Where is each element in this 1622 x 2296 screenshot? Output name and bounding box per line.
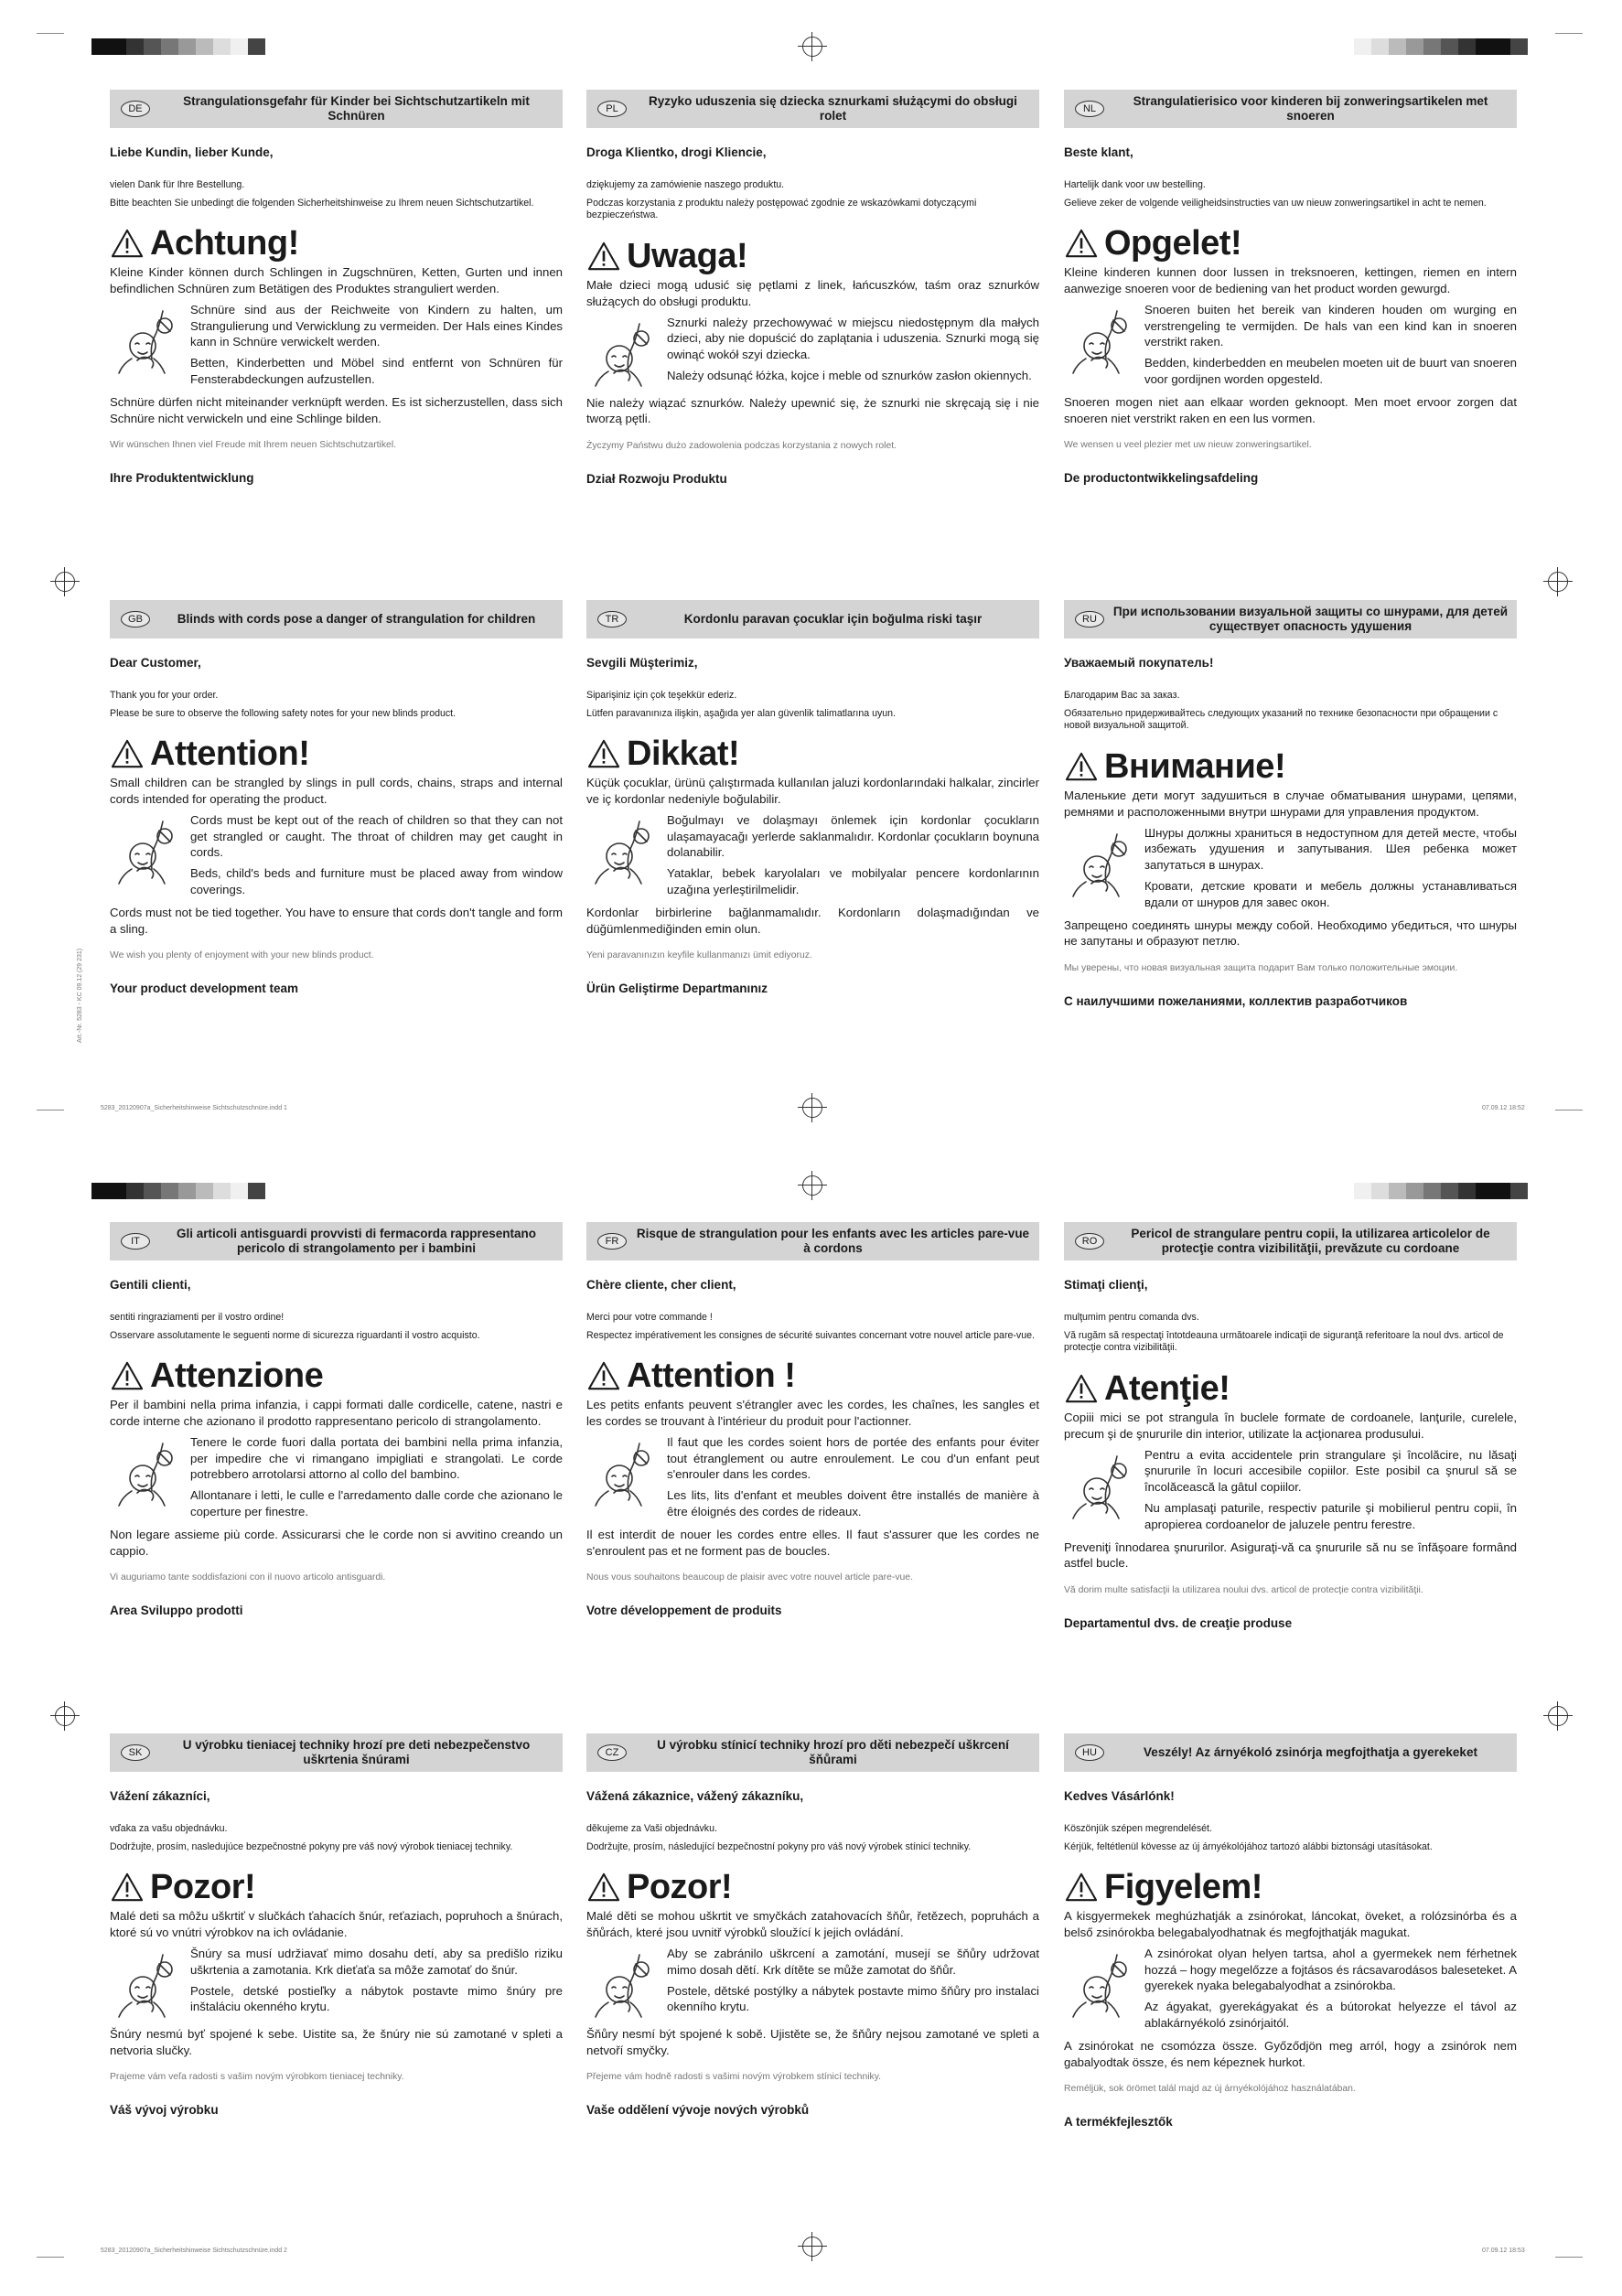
safety-rule-1: Шнуры должны храниться в недоступном для детей месте, чтобы избежать удушения и запутывания. Шея ребенка может запутаться в шнурах. <box>1144 825 1517 872</box>
warning-heading <box>1064 1369 1517 1409</box>
safety-rules <box>586 315 1039 393</box>
safety-rules <box>1064 1447 1517 1538</box>
panel-header-title: Strangulationsgefahr für Kinder bei Sichtschutzartikeln mit Schnüren <box>183 94 530 123</box>
language-panel-gb <box>110 600 563 997</box>
panel-header-title: Strangulatierisico voor kinderen bij zonweringsartikelen met snoeren <box>1133 94 1488 123</box>
child-strangulation-pictogram-icon <box>1064 831 1137 904</box>
safety-rule-2: Az ágyakat, gyerekágyakat és a bútorokat helyezze el távol az ablakárnyékoló zsinórjaitól. <box>1144 2000 1517 2030</box>
language-code-badge: NL <box>1075 101 1104 117</box>
panel-header-title: Risque de strangulation pour les enfants avec les articles pare-vue à cordons <box>636 1227 1030 1255</box>
warning-heading <box>110 735 563 774</box>
registration-mark-icon <box>802 1175 822 1196</box>
signature: Ürün Geliştirme Departmanınız <box>586 981 768 995</box>
instruction-text: Please be sure to observe the following safety notes for your new blinds product. <box>110 707 457 719</box>
safety-rules <box>586 1946 1039 2024</box>
safety-rule-2: Bedden, kinderbedden en meubelen moeten uit de buurt van snoeren voor gordijnen worden opgesteld. <box>1144 356 1517 386</box>
safety-rules <box>110 1434 563 1525</box>
signature: Dział Rozwoju Produktu <box>586 471 727 486</box>
warning-title: Opgelet! <box>1104 224 1242 263</box>
color-bar-left <box>91 1183 265 1199</box>
safety-rule-1: Šnúry sa musí udržiavať mimo dosahu detí, aby sa predišlo riziku uškrtenia a zamotania. Krk dieťaťa sa môže zamotať do šnúr. <box>190 1947 563 1977</box>
warning-title: Uwaga! <box>627 237 748 276</box>
instruction-text: Dodržujte, prosím, následující bezpečnostní pokyny pro váš nový výrobek stínicí techniky. <box>586 1840 972 1852</box>
warning-title: Achtung! <box>150 224 299 263</box>
registration-mark-icon <box>802 1098 822 1118</box>
thanks-text: sentiti ringraziamenti per il vostro ordine! <box>110 1311 285 1323</box>
rules-list <box>667 1946 1039 2024</box>
thanks-text: Hartelijk dank voor uw bestelling. <box>1064 178 1206 190</box>
greeting: Dear Customer, <box>110 656 201 670</box>
panel-header <box>110 600 563 638</box>
safety-rule-1: Boğulmayı ve dolaşmayı önlemek için kordonlar çocukların ulaşamayacağı yerlerde saklanmalıdır. Kordonlar çocukların boynuna dolanabilir. <box>667 813 1039 860</box>
safety-rule-1: Snoeren buiten het bereik van kinderen houden om wurging en verstrengeling te vermijden. De hals van een kind kan in snoeren verstrikt raken. <box>1144 303 1517 349</box>
signature: Votre développement de produits <box>586 1603 782 1617</box>
hazard-intro: Malé deti sa môžu uškrtiť v slučkách ťahacích šnúr, reťaziach, popruhoch a šnúrach, ktoré sú vo vnútri výrobkov na ich ovládanie. <box>110 1909 563 1939</box>
panel-header <box>586 1222 1039 1261</box>
safety-rules <box>1064 302 1517 392</box>
safety-rule-2: Nu amplasaţi paturile, respectiv paturile şi mobilierul pentru copii, în apropierea cordoanelor de jaluzele pentru ferestre. <box>1144 1501 1517 1531</box>
safety-rules <box>586 812 1039 903</box>
greeting: Liebe Kundin, lieber Kunde, <box>110 145 274 159</box>
safety-rule-1: Cords must be kept out of the reach of children so that they can not get strangled or caught. The throat of children may get caught in cords. <box>190 813 563 860</box>
warning-triangle-icon <box>1064 1872 1099 1903</box>
warning-title: Atenţie! <box>1104 1369 1230 1409</box>
article-number-slug: Art.-Nr. 5283 - KC 09.12 (29 231) <box>77 948 83 1043</box>
safety-rule-1: Tenere le corde fuori dalla portata dei bambini nella prima infanzia, per impedire che vi rimangano impigliati e strangolati. Le corde potrebbero arrotolarsi attorno al collo del bambino. <box>190 1435 563 1482</box>
rules-list <box>1144 1946 1517 2036</box>
closing-text: Preveniţi înnodarea şnururilor. Asiguraţi-vă ca şnururile să nu se înfăşoare formând astfel bucle. <box>1064 1540 1517 1571</box>
panel-header <box>1064 1733 1517 1772</box>
warning-title: Figyelem! <box>1104 1868 1262 1907</box>
instruction-text: Vă rugăm să respectaţi întotdeauna următoarele indicaţii de siguranţă referitoare la noul dvs. articol de protecţie contra vizibilităţii. <box>1064 1329 1504 1354</box>
wish-text: Nous vous souhaitons beaucoup de plaisir avec votre nouvel article pare-vue. <box>586 1572 913 1583</box>
warning-heading <box>110 1868 563 1907</box>
panel-header-title: При использовании визуальной защиты со шнурами, для детей существует опасность удушения <box>1112 605 1509 633</box>
wish-text: Vă dorim multe satisfacţii la utilizarea noului dvs. articol de protecţie contra vizibilităţii. <box>1064 1584 1423 1595</box>
child-strangulation-pictogram-icon <box>1064 1453 1137 1526</box>
safety-rule-1: Schnüre sind aus der Reichweite von Kindern zu halten, um Strangulierung und Verwicklung zu vermeiden. Der Hals eines Kindes kann in Schnüre verwickelt werden. <box>190 303 563 349</box>
greeting: Уважаемый покупатель! <box>1064 656 1214 670</box>
safety-rules <box>1064 825 1517 916</box>
instruction-text: Gelieve zeker de volgende veiligheidsinstructies van uw nieuw zonweringsartikel in acht te nemen. <box>1064 197 1487 209</box>
greeting: Stimaţi clienţi, <box>1064 1278 1148 1292</box>
warning-title: Attenzione <box>150 1357 324 1396</box>
language-panel-ro <box>1064 1222 1517 1631</box>
registration-mark-icon <box>55 572 75 592</box>
panel-header-title: Kordonlu paravan çocuklar için boğulma riski taşır <box>683 612 983 627</box>
safety-rule-2: Кровати, детские кровати и мебель должны устанавливаться вдали от шнуров для завес окон. <box>1144 879 1517 909</box>
thanks-text: Köszönjük szépen megrendelését. <box>1064 1822 1212 1834</box>
language-code-badge: RO <box>1075 1233 1104 1250</box>
panel-header <box>586 1733 1039 1772</box>
closing-text: Non legare assieme più corde. Assicurarsi che le corde non si avvitino creando un cappio. <box>110 1528 563 1558</box>
safety-rule-2: Postele, dětské postýlky a nábytek postavte mimo šňůry pro instalaci okenního krytu. <box>667 1984 1039 2014</box>
thanks-text: vďaka za vašu objednávku. <box>110 1822 228 1834</box>
warning-heading <box>586 1868 1039 1907</box>
thanks-text: Thank you for your order. <box>110 689 219 701</box>
greeting: Sevgili Müşterimiz, <box>586 656 698 670</box>
rules-list <box>1144 302 1517 392</box>
thanks-text: vielen Dank für Ihre Bestellung. <box>110 178 245 190</box>
thanks-text: dziękujemy za zamówienie naszego produktu. <box>586 178 785 190</box>
panel-header <box>110 1733 563 1772</box>
warning-triangle-icon <box>1064 228 1099 259</box>
warning-title: Attention! <box>150 735 310 774</box>
rules-list <box>190 1946 563 2024</box>
wish-text: Życzymy Państwu dużo zadowolenia podczas korzystania z nowych rolet. <box>586 440 897 451</box>
instruction-text: Dodržujte, prosím, nasledujúce bezpečnostné pokyny pre váš nový výrobok tieniacej techniky. <box>110 1840 513 1852</box>
language-panel-it <box>110 1222 563 1619</box>
language-code-badge: SK <box>121 1744 150 1761</box>
warning-triangle-icon <box>110 738 145 769</box>
hazard-intro: Küçük çocuklar, ürünü çalıştırmada kullanılan jaluzi kordonlarındaki halkalar, zincirler ve iç kordonlar nedeniyle boğulabilir. <box>586 776 1039 806</box>
hazard-intro: A kisgyermekek meghúzhatják a zsinórokat, láncokat, öveket, a rolózsinórba és a belső zsinórokba belegabalyodhatnak és megfojthatják magukat. <box>1064 1909 1517 1939</box>
wish-text: Přejeme vám hodně radosti s vašimi novým výrobkem stínicí techniky. <box>586 2072 882 2083</box>
date-slug: 07.09.12 18:52 <box>1482 1105 1525 1111</box>
language-code-badge: IT <box>121 1233 150 1250</box>
language-panel-tr <box>586 600 1039 997</box>
language-panel-hu <box>1064 1733 1517 2130</box>
rules-list <box>1144 825 1517 916</box>
panel-header-title: Veszély! Az árnyékoló zsinórja megfojthatja a gyerekeket <box>1144 1745 1477 1760</box>
language-code-badge: DE <box>121 101 150 117</box>
signature: С наилучшими пожеланиями, коллектив разработчиков <box>1064 993 1408 1008</box>
thanks-text: děkujeme za Vaši objednávku. <box>586 1822 717 1834</box>
safety-rule-1: Pentru a evita accidentele prin strangulare şi încolăcire, nu lăsaţi şnururile în locuri accesibile copiilor. Este posibil ca şnurul să se încolăcească la gâtul copiilor. <box>1144 1447 1517 1494</box>
safety-rule-1: Aby se zabránilo uškrcení a zamotání, musejí se šňůry udržovat mimo dosah dětí. Krk dítěte se může zamotat do šňůr. <box>667 1947 1039 1977</box>
panel-header <box>586 600 1039 638</box>
thanks-text: Благодарим Вас за заказ. <box>1064 689 1180 701</box>
language-code-badge: PL <box>597 101 627 117</box>
warning-title: Внимание! <box>1104 747 1286 787</box>
hazard-intro: Les petits enfants peuvent s'étrangler avec les cordes, les chaînes, les sangles et les cordes se trouvant à l'intérieur du produit pour l'actionner. <box>586 1398 1039 1428</box>
warning-heading <box>1064 1868 1517 1907</box>
greeting: Kedves Vásárlónk! <box>1064 1789 1175 1803</box>
signature: Ihre Produktentwicklung <box>110 470 254 485</box>
registration-mark-icon <box>802 2237 822 2257</box>
file-slug: 5283_20120907a_Sicherheitshinweise Sichtschutzschnüre.indd 2 <box>101 2248 287 2254</box>
panel-header <box>1064 1222 1517 1261</box>
safety-rule-2: Beds, child's beds and furniture must be placed away from window coverings. <box>190 866 563 896</box>
signature: Váš vývoj výrobku <box>110 2102 219 2117</box>
closing-text: Cords must not be tied together. You have to ensure that cords don't tangle and form a sling. <box>110 906 563 936</box>
closing-text: Schnüre dürfen nicht miteinander verknüpft werden. Es ist sicherzustellen, dass sich Schnüre nicht verwickeln und eine Schlinge bilden. <box>110 395 563 425</box>
instruction-text: Bitte beachten Sie unbedingt die folgenden Sicherheitshinweise zu Ihrem neuen Sichtschutzartikel. <box>110 197 534 209</box>
warning-triangle-icon <box>586 241 621 272</box>
warning-triangle-icon <box>110 1872 145 1903</box>
wish-text: Wir wünschen Ihnen viel Freude mit Ihrem neuen Sichtschutzartikel. <box>110 440 397 451</box>
language-code-badge: CZ <box>597 1744 627 1761</box>
hazard-intro: Copiii mici se pot strangula în buclele formate de cordoanele, lanţurile, curelele, precum şi de şnururile din interior, utilizate la acţionarea produsului. <box>1064 1411 1517 1441</box>
safety-rule-2: Yataklar, bebek karyolaları ve mobilyalar pencere kordonlarının uzağına yerleştirilmelidir. <box>667 866 1039 896</box>
rules-list <box>1144 1447 1517 1538</box>
closing-text: Šnúry nesmú byť spojené k sebe. Uistite sa, že šnúry nie sú zamotané v spleti a netvoria slučky. <box>110 2027 563 2057</box>
hazard-intro: Małe dzieci mogą udusić się pętlami z linek, łańcuszków, taśm oraz sznurków służących do obsługi produktu. <box>586 278 1039 308</box>
child-strangulation-pictogram-icon <box>586 1440 660 1513</box>
safety-rule-1: A zsinórokat olyan helyen tartsa, ahol a gyermekek nem férhetnek hozzá – hogy megelőzze a fojtásos és rácsavarodásos baleseteket. A gyerekek nyaka belegabalyodhat a zsinórokba. <box>1144 1947 1517 1993</box>
hazard-intro: Kleine Kinder können durch Schlingen in Zugschnüren, Ketten, Gurten und innen befindlichen Schnüren zum Betätigen des Produktes stranguliert werden. <box>110 265 563 295</box>
registration-mark-icon <box>1548 1706 1568 1726</box>
signature: Vaše oddělení vývoje nových výrobků <box>586 2102 810 2117</box>
wish-text: Reméljük, sok örömet talál majd az új árnyékolójához használatában. <box>1064 2084 1356 2095</box>
child-strangulation-pictogram-icon <box>1064 307 1137 381</box>
warning-heading <box>110 1357 563 1396</box>
warning-title: Dikkat! <box>627 735 740 774</box>
warning-title: Attention ! <box>627 1357 796 1396</box>
safety-rule-2: Allontanare i letti, le culle e l'arredamento dalle corde che azionano le coperture per finestre. <box>190 1488 563 1518</box>
greeting: Chère cliente, cher client, <box>586 1278 736 1292</box>
file-slug: 5283_20120907a_Sicherheitshinweise Sichtschutzschnüre.indd 1 <box>101 1105 287 1111</box>
panel-header <box>1064 600 1517 638</box>
rules-list <box>190 302 563 392</box>
rules-list <box>667 1434 1039 1525</box>
crop-mark <box>1555 33 1583 34</box>
instruction-text: Kérjük, feltétlenül kövesse az új árnyékolójához tartozó alábbi biztonsági utasításokat. <box>1064 1840 1433 1852</box>
crop-mark <box>37 33 64 34</box>
safety-rule-2: Les lits, lits d'enfant et meubles doivent être installés de manière à être éloignés des cordes de rideaux. <box>667 1488 1039 1518</box>
panel-header-title: U výrobku stínicí techniky hrozí pro děti nebezpečí uškrcení šňůrami <box>657 1738 1009 1766</box>
child-strangulation-pictogram-icon <box>586 1951 660 2024</box>
rules-list <box>667 315 1039 393</box>
greeting: Vážení zákazníci, <box>110 1789 210 1803</box>
date-slug: 07.09.12 18:53 <box>1482 2248 1525 2254</box>
panel-header <box>110 90 563 128</box>
wish-text: Мы уверены, что новая визуальная защита подарит Вам только положительные эмоции. <box>1064 962 1458 973</box>
warning-triangle-icon <box>1064 1373 1099 1404</box>
language-code-badge: RU <box>1075 611 1104 628</box>
safety-rule-1: Sznurki należy przechowywać w miejscu niedostępnym dla małych dzieci, aby nie dopuścić do zaplątania i uduszenia. Sznurki mogą się owinąć wokół szyi dziecka. <box>667 315 1039 361</box>
language-panel-sk <box>110 1733 563 2119</box>
safety-rule-2: Należy odsunąć łóżka, kojce i meble od sznurków zasłon okiennych. <box>667 369 1032 383</box>
thanks-text: Siparişiniz için çok teşekkür ederiz. <box>586 689 737 701</box>
warning-heading <box>1064 226 1517 261</box>
crop-mark <box>37 2257 64 2258</box>
safety-rules <box>110 1946 563 2024</box>
child-strangulation-pictogram-icon <box>1064 1951 1137 2024</box>
hazard-intro: Per il bambini nella prima infanzia, i cappi formati dalle cordicelle, catene, nastri e corde interne che azionano il prodotto rappresentano pericolo di strangolamento. <box>110 1398 563 1428</box>
panel-header <box>1064 90 1517 128</box>
closing-text: Запрещено соединять шнуры между собой. Необходимо убедиться, что шнуры не запутаны и образуют петлю. <box>1064 918 1517 949</box>
safety-rule-2: Betten, Kinderbetten und Möbel sind entfernt von Schnüren für Fensterabdeckungen aufzustellen. <box>190 356 563 386</box>
panel-header <box>586 90 1039 128</box>
warning-triangle-icon <box>586 738 621 769</box>
warning-triangle-icon <box>1064 751 1099 782</box>
wish-text: Yeni paravanınızın keyfile kullanmanızı ümit ediyoruz. <box>586 950 812 961</box>
warning-heading <box>586 1357 1039 1396</box>
closing-text: Nie należy wiązać sznurków. Należy upewnić się, że sznurki nie skręcają się i nie tworzą pętli. <box>586 395 1039 426</box>
panel-header-title: Blinds with cords pose a danger of strangulation for children <box>177 612 536 627</box>
language-code-badge: HU <box>1075 1744 1104 1761</box>
panel-header-title: Gli articoli antisguardi provvisti di fermacorda rappresentano pericolo di strangolamento per i bambini <box>176 1227 537 1255</box>
wish-text: Vi auguriamo tante soddisfazioni con il nuovo articolo antisguardi. <box>110 1572 386 1583</box>
signature: Your product development team <box>110 981 299 995</box>
crop-mark <box>1555 2257 1583 2258</box>
hazard-intro: Kleine kinderen kunnen door lussen in treksnoeren, kettingen, riemen en intern aanwezige snoeren voor de bediening van het product worden gewurgd. <box>1064 265 1517 295</box>
registration-mark-icon <box>1548 572 1568 592</box>
rules-list <box>667 812 1039 903</box>
thanks-text: mulţumim pentru comanda dvs. <box>1064 1311 1199 1323</box>
child-strangulation-pictogram-icon <box>110 307 183 381</box>
greeting: Vážená zákaznice, vážený zákazníku, <box>586 1789 804 1803</box>
language-panel-pl <box>586 90 1039 487</box>
greeting: Gentili clienti, <box>110 1278 191 1292</box>
registration-mark-icon <box>55 1706 75 1726</box>
rules-list <box>190 1434 563 1525</box>
signature: Area Sviluppo prodotti <box>110 1603 243 1617</box>
closing-text: Snoeren mogen niet aan elkaar worden geknoopt. Men moet ervoor zorgen dat snoeren niet verstrikt raken en een lus vormen. <box>1064 395 1517 425</box>
child-strangulation-pictogram-icon <box>586 320 660 393</box>
child-strangulation-pictogram-icon <box>110 1951 183 2024</box>
signature: A termékfejlesztők <box>1064 2114 1173 2129</box>
hazard-intro: Маленькие дети могут задушиться в случае обматывания шнурами, цепями, ремнями и расположенными внутри шнурами для управления продуктом. <box>1064 789 1517 819</box>
color-bar-right <box>1354 1183 1528 1199</box>
warning-triangle-icon <box>110 1360 145 1391</box>
closing-text: A zsinórokat ne csomózza össze. Győződjön meg arról, hogy a zsinórok nem gabalyodtak össze, és nem képeznek hurkot. <box>1064 2039 1517 2069</box>
child-strangulation-pictogram-icon <box>110 818 183 891</box>
language-code-badge: TR <box>597 611 627 628</box>
registration-mark-icon <box>802 37 822 57</box>
warning-triangle-icon <box>586 1872 621 1903</box>
safety-rules <box>110 302 563 392</box>
safety-rules <box>110 812 563 903</box>
warning-heading <box>1064 747 1517 787</box>
language-panel-cz <box>586 1733 1039 2119</box>
panel-header-title: U výrobku tieniacej techniky hrozí pre deti nebezpečenstvo uškrtenia šnúrami <box>182 1738 531 1766</box>
panel-header-title: Pericol de strangulare pentru copii, la utilizarea articolelor de protecţie contra vizibilităţii, prevăzute cu cordoane <box>1131 1227 1490 1255</box>
instruction-text: Respectez impérativement les consignes de sécurité suivantes concernant votre nouvel article pare-vue. <box>586 1329 1035 1341</box>
greeting: Droga Klientko, drogi Kliencie, <box>586 145 767 159</box>
child-strangulation-pictogram-icon <box>110 1440 183 1513</box>
closing-text: Kordonlar birbirlerine bağlanmamalıdır. Kordonların dolaşmadığından ve düğümlenmediğinden emin olun. <box>586 906 1039 936</box>
language-panel-ru <box>1064 600 1517 1009</box>
child-strangulation-pictogram-icon <box>586 818 660 891</box>
safety-rule-1: Il faut que les cordes soient hors de portée des enfants pour éviter tout étranglement ou autre enroulement. Le cou d'un enfant peut s'enrouler dans les cordes. <box>667 1435 1039 1482</box>
language-code-badge: GB <box>121 611 150 628</box>
warning-triangle-icon <box>110 228 145 259</box>
color-bar-left <box>91 38 265 55</box>
warning-triangle-icon <box>586 1360 621 1391</box>
instruction-text: Podczas korzystania z produktu należy postępować zgodnie ze wskazówkami dotyczącymi bezpieczeństwa. <box>586 197 977 221</box>
thanks-text: Merci pour votre commande ! <box>586 1311 713 1323</box>
signature: Departamentul dvs. de creaţie produse <box>1064 1615 1293 1630</box>
language-panel-nl <box>1064 90 1517 487</box>
instruction-text: Lütfen paravanınıza ilişkin, aşağıda yer alan güvenlik talimatlarına uyun. <box>586 707 897 719</box>
language-panel-fr <box>586 1222 1039 1619</box>
wish-text: Prajeme vám veľa radosti s vašim novým výrobkom tieniacej techniky. <box>110 2072 404 2083</box>
hazard-intro: Small children can be strangled by slings in pull cords, chains, straps and internal cords intended for operating the product. <box>110 776 563 806</box>
wish-text: We wensen u veel plezier met uw nieuw zonweringsartikel. <box>1064 440 1312 451</box>
language-panel-de <box>110 90 563 487</box>
instruction-text: Osservare assolutamente le seguenti norme di sicurezza riguardanti il vostro acquisto. <box>110 1329 480 1341</box>
closing-text: Šňůry nesmí být spojené k sobě. Ujistěte se, že šňůry nejsou zamotané ve spleti a netvoří smyčky. <box>586 2027 1039 2057</box>
language-code-badge: FR <box>597 1233 627 1250</box>
instruction-text: Обязательно придерживайтесь следующих указаний по технике безопасности при обращении с новой визуальной защитой. <box>1064 707 1498 732</box>
panel-header <box>110 1222 563 1261</box>
hazard-intro: Malé děti se mohou uškrtit ve smyčkách zatahovacích šňůr, řetězech, popruhách a šňůrách, které jsou uvnitř výrobků sloužící k jejich ovládání. <box>586 1909 1039 1939</box>
greeting: Beste klant, <box>1064 145 1133 159</box>
panel-header-title: Ryzyko uduszenia się dziecka sznurkami służącymi do obsługi rolet <box>649 94 1017 123</box>
warning-heading <box>586 239 1039 274</box>
closing-text: Il est interdit de nouer les cordes entre elles. Il faut s'assurer que les cordes ne s'enroulent pas et ne forment pas de boucles. <box>586 1528 1039 1558</box>
warning-title: Pozor! <box>627 1868 733 1907</box>
warning-heading <box>586 735 1039 774</box>
wish-text: We wish you plenty of enjoyment with your new blinds product. <box>110 950 374 961</box>
color-bar-right <box>1354 38 1528 55</box>
safety-rules <box>1064 1946 1517 2036</box>
safety-rules <box>586 1434 1039 1525</box>
warning-title: Pozor! <box>150 1868 256 1907</box>
rules-list <box>190 812 563 903</box>
signature: De productontwikkelingsafdeling <box>1064 470 1259 485</box>
safety-rule-2: Postele, detské postieľky a nábytok postavte mimo šnúry pre inštaláciu okenného krytu. <box>190 1984 563 2014</box>
warning-heading <box>110 226 563 261</box>
